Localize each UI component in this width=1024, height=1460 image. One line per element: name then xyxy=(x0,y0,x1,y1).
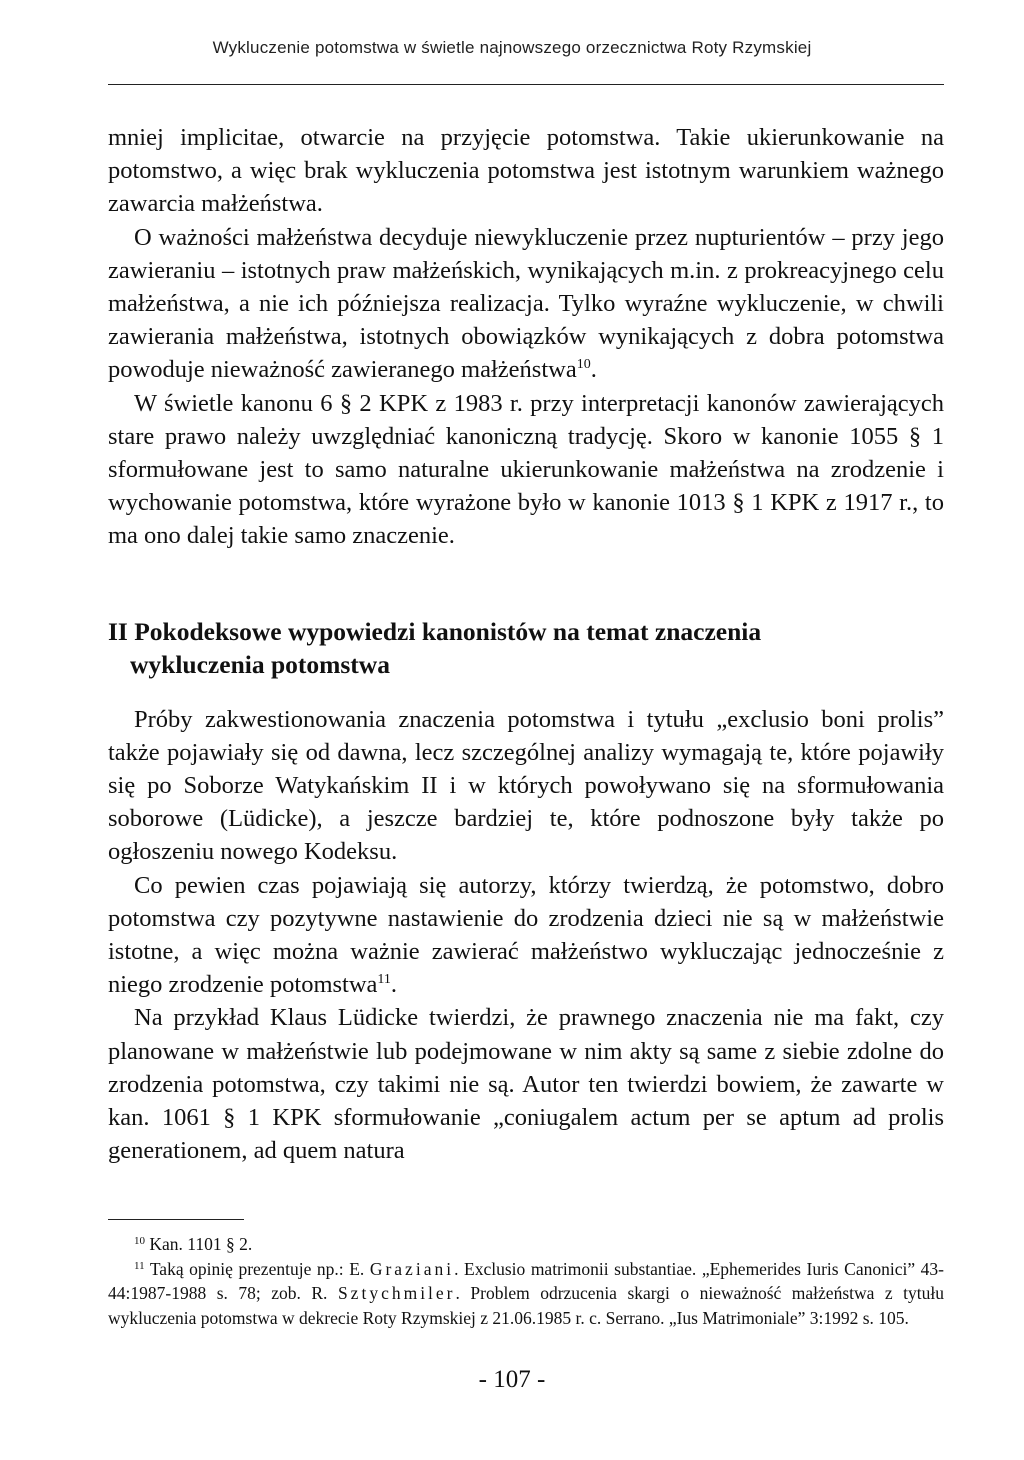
footnote-ref-10: 10 xyxy=(576,357,591,373)
footnotes xyxy=(108,1232,944,1330)
paragraph-3: W świetle kanonu 6 § 2 KPK z 1983 r. przy interpretacji kanonów zawierających stare prawo należy uwzględniać kanoniczną tradycję. Skoro w kanonie 1055 § 1 sformułowane jest to samo naturalne ukierunkowanie małżeństwa na zrodzenie i wychowanie potomstwa, które wyrażone było w kanonie 1013 § 1 KPK z 1917 r., to ma ono dalej takie samo znaczenie. xyxy=(108,389,944,550)
footnote-11-text-b: . Exclusio matrimonii substantiae. „Ephemerides Iuris Canonici” 43-44:1987-1988 s. 78; zob. R. xyxy=(108,1258,944,1303)
header-rule xyxy=(108,84,944,85)
paragraph-4: Próby zakwestionowania znaczenia potomstwa i tytułu „exclusio boni prolis” także pojawiały się od dawna, lecz szczególnej analizy wymagają te, które pojawiły się po Soborze Watykańskim II i w których powoływano się na sformułowania soborowe (Lüdicke), a jeszcze bardziej te, które podnoszone były także po ogłoszeniu nowego Kodeksu. xyxy=(108,705,944,866)
paragraph-5-end: . xyxy=(390,971,398,999)
paragraph-2-end: . xyxy=(590,356,597,384)
section-heading-line2: wykluczenia potomstwa xyxy=(130,649,390,679)
main-text xyxy=(108,121,944,1167)
footnote-10-number: 10 xyxy=(134,1235,145,1247)
section-heading-line1: II Pokodeksowe wypowiedzi kanonistów na temat znaczenia xyxy=(108,616,762,646)
footnote-11-text-a: Taką opinię prezentuje np.: E. xyxy=(149,1258,365,1279)
page-number: - 107 - xyxy=(478,1366,546,1393)
footnote-11-text-c: . Problem odrzucenia skargi o nieważność małżeństwa z tytułu wykluczenia potomstwa w dekrecie Roty Rzymskiej z 21.06.1985 r. c. Serrano. „Ius Matrimoniale” 3:1992 s. 105. xyxy=(108,1283,944,1328)
running-header: Wykluczenie potomstwa w świetle najnowszego orzecznictwa Roty Rzymskiej xyxy=(212,38,812,57)
paragraph-2-text: O ważności małżeństwa decyduje niewykluczenie przez nupturientów – przy jego zawieraniu – istotnych praw małżeńskich, wynikających m.in. z prokreacyjnego celu małżeństwa, a nie ich późniejsza realizacja. Tylko wyraźne wykluczenie, w chwili zawierania małżeństwa, istotnych obowiązków wynikających z dobra potomstwa powoduje nieważność zawieranego małżeństwa xyxy=(108,223,944,384)
footnote-10-text: Kan. 1101 § 2. xyxy=(149,1234,253,1254)
footnote-ref-11: 11 xyxy=(377,972,391,988)
paragraph-1: mniej implicitae, otwarcie na przyjęcie potomstwa. Takie ukierunkowanie na potomstwo, a więc brak wykluczenia potomstwa jest istotnym warunkiem ważnego zawarcia małżeństwa. xyxy=(108,124,944,218)
footnote-11 xyxy=(108,1257,944,1331)
paragraph-6: Na przykład Klaus Lüdicke twierdzi, że prawnego znaczenia nie ma fakt, czy planowane w małżeństwie lub podejmowane w nim akty są same z siebie zdolne do zrodzenia potomstwa, czy takimi nie są. Autor ten twierdzi bowiem, że zawarte w kan. 1061 § 1 KPK sformułowanie „coniugalem actum per se aptum ad prolis generationem, ad quem natura xyxy=(108,1004,944,1165)
section-heading xyxy=(108,615,944,681)
footnote-rule xyxy=(108,1219,244,1220)
paragraph-2 xyxy=(108,221,944,387)
paragraph-5-text: Co pewien czas pojawiają się autorzy, którzy twierdzą, że potomstwo, dobro potomstwa czy pozytywne nastawienie do zrodzenia dzieci nie są w małżeństwie istotne, a więc można ważnie zawierać małżeństwo wykluczając jednocześnie z niego zrodzenie potomstwa xyxy=(108,871,944,999)
footnote-10 xyxy=(108,1232,944,1257)
footnote-11-author-2: Sztychmiler xyxy=(337,1283,456,1303)
paragraph-5 xyxy=(108,869,944,1002)
footnote-11-number: 11 xyxy=(134,1259,145,1272)
footnote-11-author-1: Graziani xyxy=(369,1258,455,1279)
